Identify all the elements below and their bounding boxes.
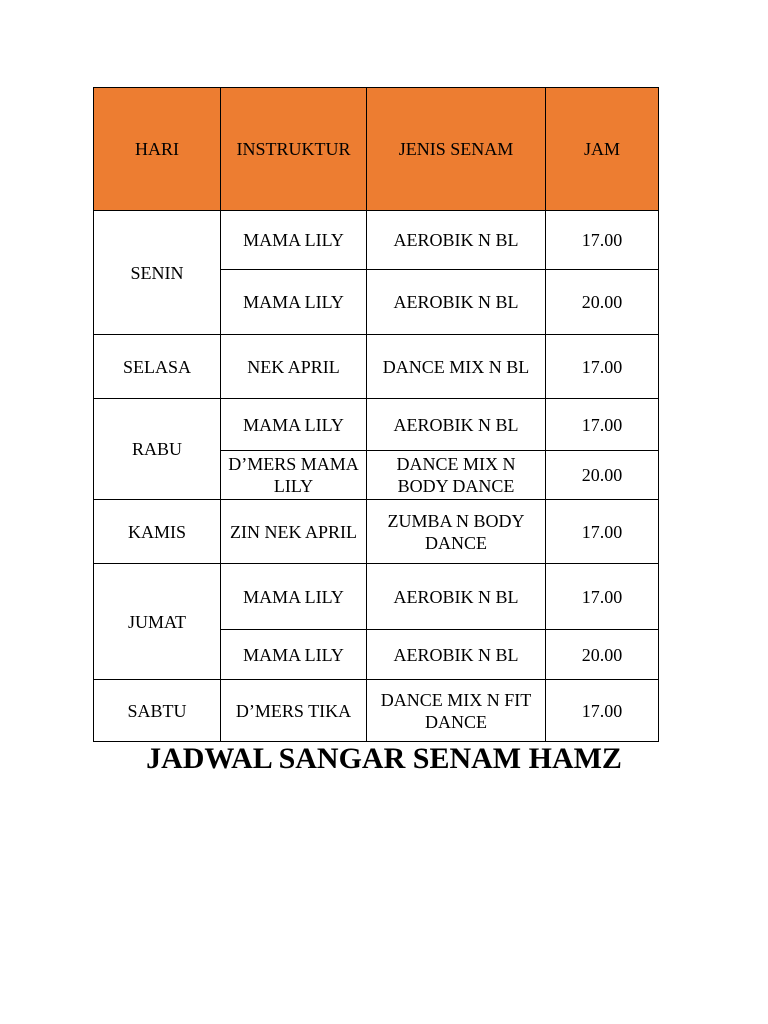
instructor-cell: D’MERS MAMA LILY	[221, 451, 367, 500]
time-cell: 17.00	[546, 564, 659, 630]
document-title: JADWAL SANGAR SENAM HAMZ	[146, 742, 622, 775]
day-cell: KAMIS	[94, 500, 221, 564]
header-hari: HARI	[94, 88, 221, 211]
header-instruktur: INSTRUKTUR	[221, 88, 367, 211]
instructor-cell: D’MERS TIKA	[221, 680, 367, 742]
class-type-cell: DANCE MIX N FIT DANCE	[367, 680, 546, 742]
class-type-cell: DANCE MIX N BODY DANCE	[367, 451, 546, 500]
day-cell: RABU	[94, 399, 221, 500]
class-type-cell: AEROBIK N BL	[367, 270, 546, 335]
header-jam: JAM	[546, 88, 659, 211]
time-cell: 20.00	[546, 630, 659, 680]
time-cell: 20.00	[546, 270, 659, 335]
schedule-table	[93, 87, 659, 742]
header-row	[94, 88, 659, 211]
instructor-cell: MAMA LILY	[221, 630, 367, 680]
class-type-cell: AEROBIK N BL	[367, 630, 546, 680]
time-cell: 17.00	[546, 211, 659, 270]
day-cell: SENIN	[94, 211, 221, 335]
class-type-cell: ZUMBA N BODY DANCE	[367, 500, 546, 564]
class-type-cell: AEROBIK N BL	[367, 564, 546, 630]
class-type-cell: AEROBIK N BL	[367, 211, 546, 270]
table-row	[94, 211, 659, 270]
instructor-cell: ZIN NEK APRIL	[221, 500, 367, 564]
time-cell: 20.00	[546, 451, 659, 500]
instructor-cell: MAMA LILY	[221, 564, 367, 630]
day-cell: JUMAT	[94, 564, 221, 680]
time-cell: 17.00	[546, 680, 659, 742]
table-row	[94, 680, 659, 742]
time-cell: 17.00	[546, 335, 659, 399]
table-row	[94, 399, 659, 451]
instructor-cell: MAMA LILY	[221, 211, 367, 270]
table-row	[94, 500, 659, 564]
day-cell: SABTU	[94, 680, 221, 742]
time-cell: 17.00	[546, 500, 659, 564]
table-row	[94, 335, 659, 399]
class-type-cell: AEROBIK N BL	[367, 399, 546, 451]
time-cell: 17.00	[546, 399, 659, 451]
day-cell: SELASA	[94, 335, 221, 399]
instructor-cell: NEK APRIL	[221, 335, 367, 399]
header-jenis-senam: JENIS SENAM	[367, 88, 546, 211]
instructor-cell: MAMA LILY	[221, 270, 367, 335]
instructor-cell: MAMA LILY	[221, 399, 367, 451]
table-row	[94, 564, 659, 630]
class-type-cell: DANCE MIX N BL	[367, 335, 546, 399]
